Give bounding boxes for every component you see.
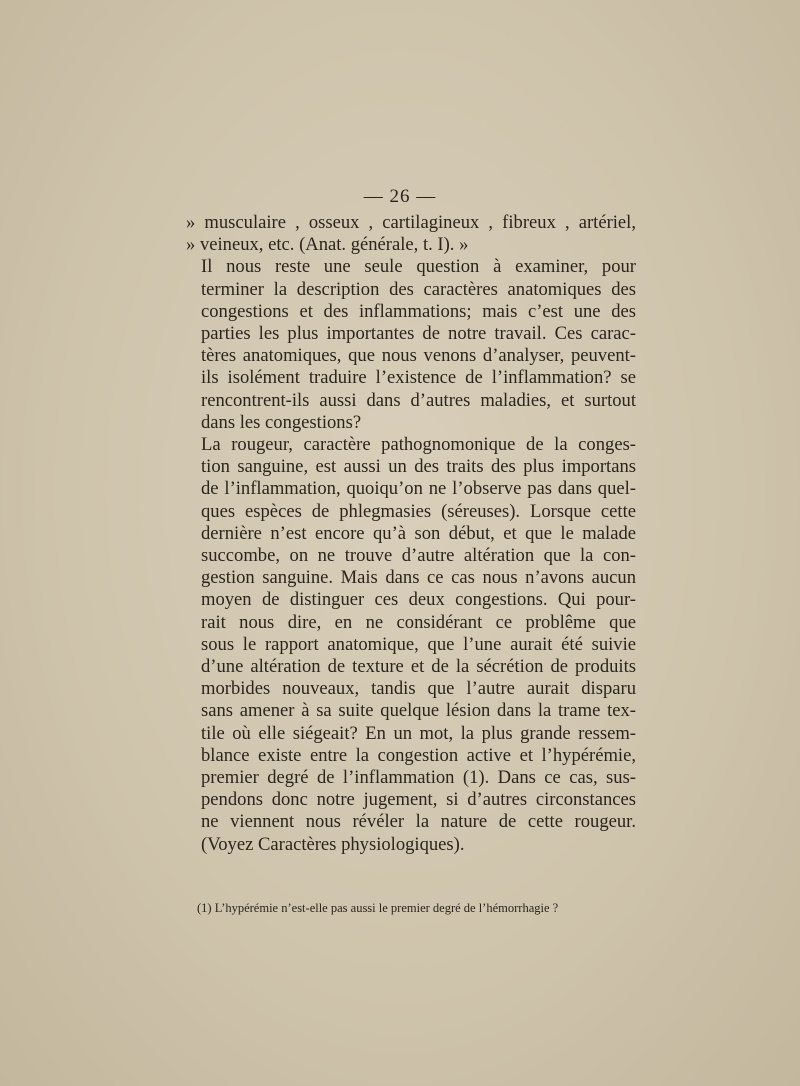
text-line: Il nous reste une seule question à examiner, pour — [201, 256, 636, 278]
text-line: parties les plus importantes de notre travail. Ces carac- — [201, 323, 636, 345]
text-line: tion sanguine, est aussi un des traits des plus importans — [201, 456, 636, 478]
body-text — [186, 212, 636, 856]
page-number: — 26 — — [363, 186, 437, 207]
text-line: dans les congestions? — [201, 411, 362, 433]
text-line: » musculaire , osseux , cartilagineux , fibreux , artériel, — [186, 212, 636, 233]
text-line: La rougeur, caractère pathognomonique de la conges- — [201, 434, 636, 456]
text-line: gestion sanguine. Mais dans ce cas nous n’avons aucun — [201, 567, 636, 589]
text-line: succombe, on ne trouve d’autre altération que la con- — [201, 545, 636, 567]
text-line: de l’inflammation, quoiqu’on ne l’observe pas dans quel- — [201, 478, 636, 500]
text-line: moyen de distinguer ces deux congestions. Qui pour- — [201, 589, 636, 611]
text-line: blance existe entre la congestion active et l’hypérémie, — [201, 744, 636, 766]
text-line: pendons donc notre jugement, si d’autres circonstances — [201, 789, 636, 811]
text-line: ils isolément traduire l’existence de l’inflammation? se — [201, 367, 636, 389]
footnote: (1) L’hypérémie n’est-elle pas aussi le premier degré de l’hémorrhagie ? — [197, 901, 559, 915]
text-line: (Voyez Caractères physiologiques). — [201, 833, 465, 855]
text-line: tères anatomiques, que nous venons d’analyser, peuvent- — [201, 345, 636, 367]
text-line: terminer la description des caractères anatomiques des — [201, 278, 636, 300]
text-line: rencontrent-ils aussi dans d’autres maladies, et surtout — [201, 389, 636, 411]
paragraph-3 — [186, 434, 636, 856]
text-line: sous le rapport anatomique, que l’une aurait été suivie — [201, 633, 636, 655]
text-line: dernière n’est encore qu’à son début, et que le malade — [201, 522, 636, 544]
text-line: d’une altération de texture et de la sécrétion de produits — [201, 656, 636, 678]
text-line: ques espèces de phlegmasies (séreuses). Lorsque cette — [201, 500, 636, 522]
text-line: sans amener à sa suite quelque lésion dans la trame tex- — [201, 700, 636, 722]
text-line: » veineux, etc. (Anat. générale, t. I). » — [186, 234, 469, 256]
text-line: premier degré de l’inflammation (1). Dans ce cas, sus- — [201, 767, 636, 789]
text-line: ne viennent nous révéler la nature de cette rougeur. — [201, 811, 636, 833]
text-line: congestions et des inflammations; mais c’est une des — [201, 300, 636, 322]
paragraph-1 — [186, 212, 636, 256]
text-line: morbides nouveaux, tandis que l’autre aurait disparu — [201, 678, 636, 700]
text-line: tile où elle siégeait? En un mot, la plus grande ressem- — [201, 722, 636, 744]
paragraph-2 — [186, 256, 636, 434]
text-line: rait nous dire, en ne considérant ce problême que — [201, 611, 636, 633]
